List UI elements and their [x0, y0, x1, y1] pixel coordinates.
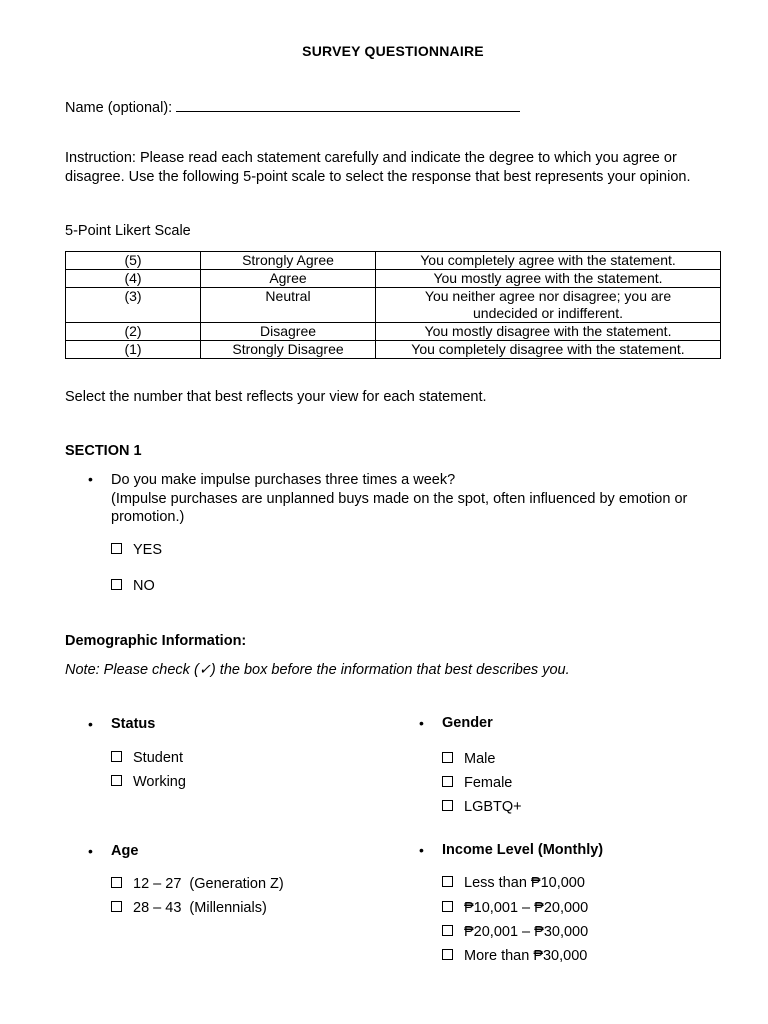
table-row: [66, 252, 721, 270]
checkbox-icon[interactable]: [442, 925, 453, 936]
option-income-4[interactable]: [442, 948, 587, 964]
scale-description: You completely disagree with the statement.: [376, 341, 721, 359]
option-label: More than ₱30,000: [464, 948, 588, 964]
option-male[interactable]: [442, 751, 495, 767]
section-1-title: SECTION 1: [65, 443, 142, 459]
checkbox-icon[interactable]: [442, 949, 453, 960]
demographic-title: Demographic Information:: [65, 633, 247, 649]
scale-description: You neither agree nor disagree; you are undecided or indifferent.: [376, 288, 721, 323]
checkbox-icon[interactable]: [442, 776, 453, 787]
name-field-row: [65, 97, 520, 116]
bullet-icon: •: [88, 471, 93, 487]
scale-label-cell: Strongly Disagree: [201, 341, 376, 359]
checkbox-icon[interactable]: [111, 775, 122, 786]
option-student[interactable]: [111, 750, 183, 766]
option-label: LGBTQ+: [464, 799, 522, 815]
checkbox-icon[interactable]: [111, 751, 122, 762]
question-1: [111, 471, 721, 527]
name-input-line[interactable]: [176, 97, 520, 112]
option-income-2[interactable]: [442, 900, 588, 916]
name-label: Name (optional):: [65, 100, 173, 116]
checkbox-icon[interactable]: [442, 800, 453, 811]
option-age-millennials[interactable]: [111, 900, 267, 916]
table-row: [66, 323, 721, 341]
option-label: Less than ₱10,000: [464, 875, 585, 891]
bullet-icon: •: [88, 843, 93, 859]
option-label: YES: [133, 542, 163, 558]
option-label: Male: [464, 751, 496, 767]
scale-label-cell: Strongly Agree: [201, 252, 376, 270]
checkbox-icon[interactable]: [442, 876, 453, 887]
scale-label-cell: Agree: [201, 270, 376, 288]
option-label: ₱20,001 – ₱30,000: [464, 924, 589, 940]
table-row: [66, 341, 721, 359]
bullet-icon: •: [88, 716, 93, 732]
table-row: [66, 270, 721, 288]
scale-number: (2): [66, 323, 201, 341]
scale-description: You mostly disagree with the statement.: [376, 323, 721, 341]
status-title: Status: [111, 716, 156, 732]
option-working[interactable]: [111, 774, 186, 790]
option-age-gen-z[interactable]: [111, 876, 284, 892]
age-title: Age: [111, 843, 139, 859]
option-label: NO: [133, 578, 155, 594]
question-note: (Impulse purchases are unplanned buys made on the spot, often influenced by emotion or promotion.): [111, 490, 688, 525]
scale-number: (5): [66, 252, 201, 270]
question-text: Do you make impulse purchases three times a week?: [111, 472, 456, 488]
checkbox-icon[interactable]: [442, 901, 453, 912]
scale-label: 5-Point Likert Scale: [65, 223, 191, 239]
checkbox-icon[interactable]: [111, 901, 122, 912]
select-note: Select the number that best reflects your view for each statement.: [65, 389, 487, 405]
checkbox-icon[interactable]: [442, 752, 453, 763]
scale-description: You completely agree with the statement.: [376, 252, 721, 270]
checkbox-icon[interactable]: [111, 877, 122, 888]
gender-title: Gender: [442, 715, 493, 731]
option-no[interactable]: [111, 578, 155, 594]
instruction-text: Instruction: Please read each statement carefully and indicate the degree to which you agree or disagree. Use the following 5-point scale to select the response that best represents your opinion.: [65, 150, 691, 185]
demographic-note: Note: Please check (✓) the box before the information that best describes you.: [65, 662, 570, 678]
scale-label-cell: Neutral: [201, 288, 376, 323]
option-yes[interactable]: [111, 542, 162, 558]
checkbox-icon[interactable]: [111, 579, 122, 590]
option-label: Female: [464, 775, 513, 791]
page-title: SURVEY QUESTIONNAIRE: [302, 43, 484, 59]
income-title: Income Level (Monthly): [442, 842, 604, 858]
checkbox-icon[interactable]: [111, 543, 122, 554]
scale-label-cell: Disagree: [201, 323, 376, 341]
scale-description: You mostly agree with the statement.: [376, 270, 721, 288]
option-lgbtq[interactable]: [442, 799, 522, 815]
option-label: Working: [133, 774, 186, 790]
option-female[interactable]: [442, 775, 512, 791]
bullet-icon: •: [419, 842, 424, 858]
option-income-3[interactable]: [442, 924, 588, 940]
option-label: Student: [133, 750, 183, 766]
table-row: [66, 288, 721, 323]
scale-number: (3): [66, 288, 201, 323]
scale-number: (4): [66, 270, 201, 288]
likert-scale-table: [65, 251, 721, 359]
option-label: 12 – 27 (Generation Z): [133, 876, 284, 892]
option-label: 28 – 43 (Millennials): [133, 900, 267, 916]
scale-number: (1): [66, 341, 201, 359]
option-income-1[interactable]: [442, 875, 585, 891]
option-label: ₱10,001 – ₱20,000: [464, 900, 589, 916]
bullet-icon: •: [419, 715, 424, 731]
